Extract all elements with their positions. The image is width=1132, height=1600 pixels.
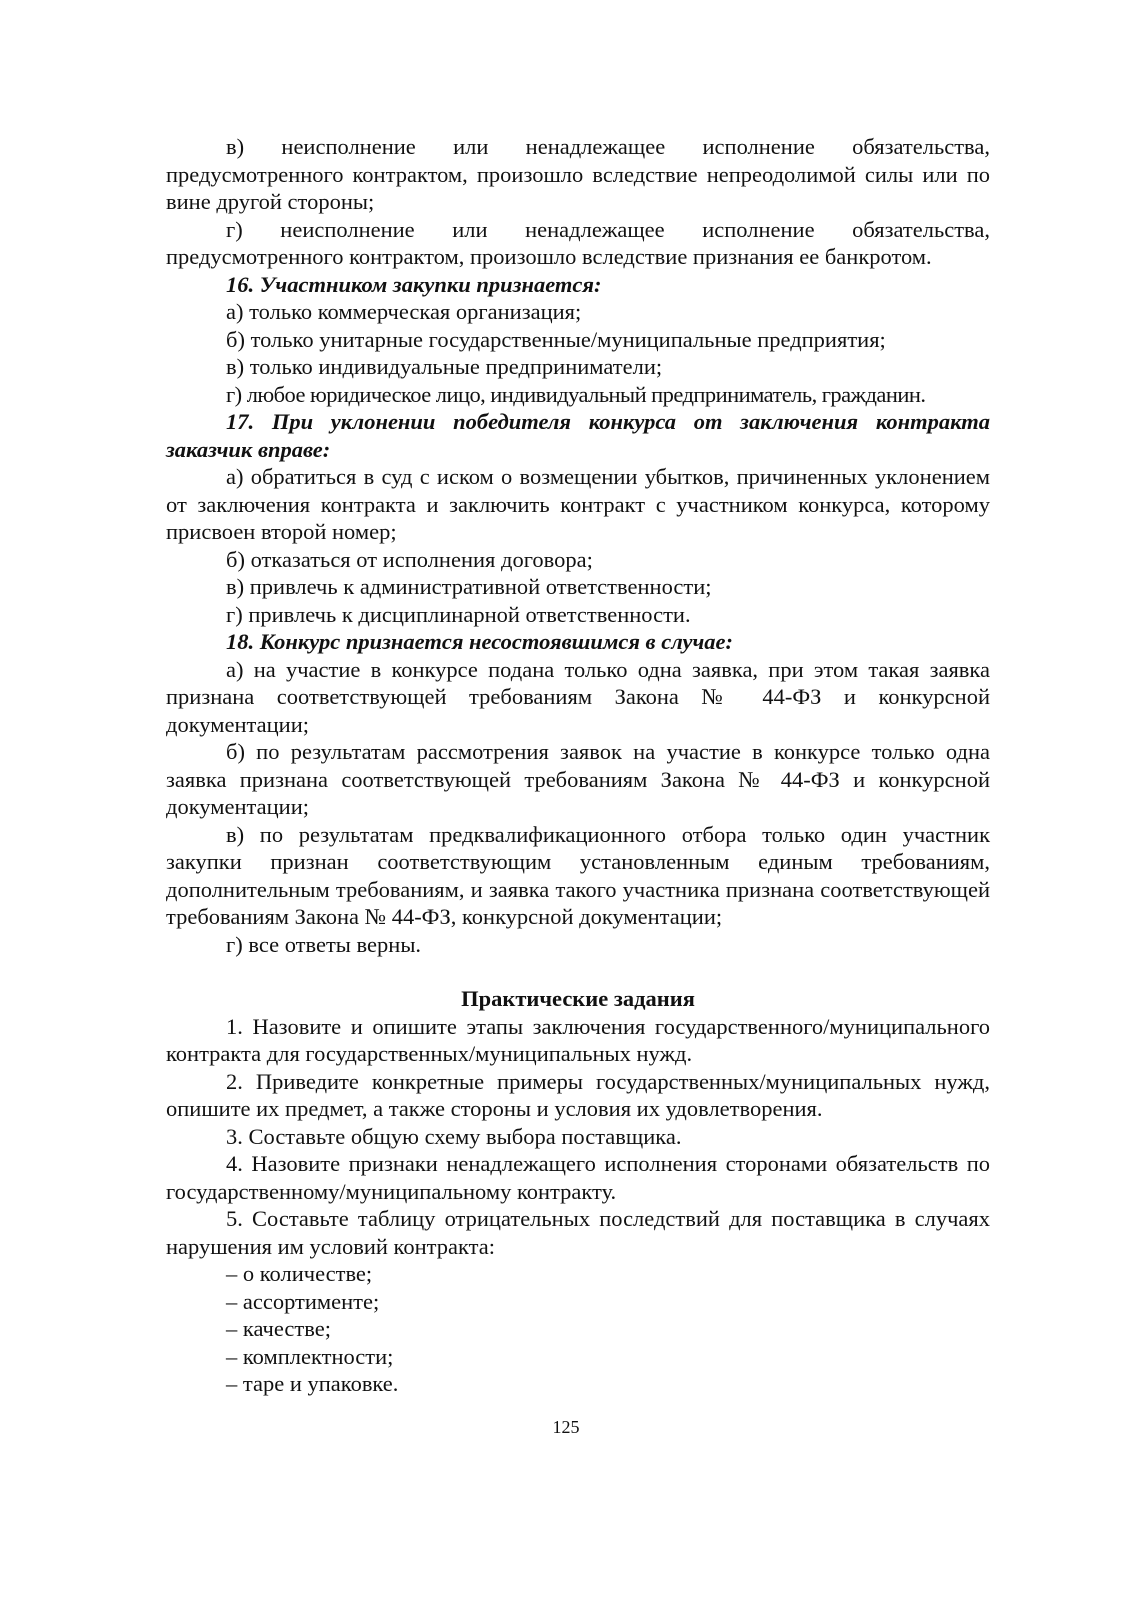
question-18-title: 18. Конкурс признается несостоявшимся в случае:: [226, 629, 733, 654]
answer-option-16-v: в) только индивидуальные предприниматели;: [226, 354, 663, 379]
condition-item-packaging: – таре и упаковке.: [226, 1371, 399, 1396]
answer-option-17-v: в) привлечь к административной ответственности;: [226, 574, 712, 599]
answer-option-17-a: а) обратиться в суд с иском о возмещении убытков, причиненных уклонением от заключения контракта и заключить контракт с участником конкурса, которому присвоен второй номер;: [166, 464, 990, 544]
practical-task-2: 2. Приведите конкретные примеры государственных/муниципальных нужд, опишите их предмет, а также стороны и условия их удовлетворения.: [166, 1068, 990, 1121]
practical-task-4: 4. Назовите признаки ненадлежащего исполнения сторонами обязательств по государственному/муниципальному контракту.: [166, 1151, 990, 1204]
question-16-title: 16. Участником закупки признается:: [226, 271, 602, 297]
practical-task-1: 1. Назовите и опишите этапы заключения государственного/муниципального контракта для государственных/муниципальных нужд.: [166, 1013, 990, 1066]
question-17-title: 17. При уклонении победителя конкурса от заключения контракта заказчик вправе:: [166, 409, 990, 462]
answer-option-15-g: г) неисполнение или ненадлежащее исполнение обязательства, предусмотренного контрактом, произошло вследствие признания ее банкротом.: [166, 216, 990, 269]
answer-option-18-b: б) по результатам рассмотрения заявок на участие в конкурсе только одна заявка признана соответствующей требованиям Закона № 44-ФЗ и конкурсной документации;: [166, 739, 990, 819]
answer-option-18-g: г) все ответы верны.: [226, 931, 422, 957]
answer-option-16-b: б) только унитарные государственные/муниципальные предприятия;: [226, 326, 886, 352]
condition-item-completeness: – комплектности;: [226, 1343, 394, 1369]
practical-task-3: 3. Составьте общую схему выбора поставщика.: [226, 1123, 682, 1149]
condition-item-quantity: – о количестве;: [226, 1261, 373, 1286]
page-body: [166, 133, 990, 1398]
condition-item-quality: – качестве;: [226, 1316, 331, 1341]
answer-option-17-b: б) отказаться от исполнения договора;: [226, 546, 593, 572]
answer-option-16-a: а) только коммерческая организация;: [226, 299, 582, 324]
practical-task-5: 5. Составьте таблицу отрицательных последствий для поставщика в случаях нарушения им условий контракта:: [166, 1206, 990, 1259]
answer-option-17-g: г) привлечь к дисциплинарной ответственности.: [226, 601, 691, 627]
section-title-practical: Практические задания: [461, 986, 695, 1011]
answer-option-15-v: в) неисполнение или ненадлежащее исполнение обязательства, предусмотренного контрактом, произошло вследствие непреодолимой силы или по вине другой стороны;: [166, 134, 990, 214]
answer-option-16-g: г) любое юридическое лицо, индивидуальный предприниматель, гражданин.: [226, 381, 926, 407]
condition-item-assortment: – ассортименте;: [226, 1288, 380, 1314]
page-number: 125: [552, 1417, 580, 1437]
answer-option-18-v: в) по результатам предквалификационного отбора только один участник закупки признан соответствующим установленным единым требованиям, дополнительным требованиям, и заявка такого участника признана соответствующей требованиям Закона № 44-ФЗ, конкурсной документации;: [166, 821, 990, 929]
answer-option-18-a: а) на участие в конкурсе подана только одна заявка, при этом такая заявка признана соответствующей требованиям Закона № 44-ФЗ и конкурсной документации;: [166, 656, 990, 737]
